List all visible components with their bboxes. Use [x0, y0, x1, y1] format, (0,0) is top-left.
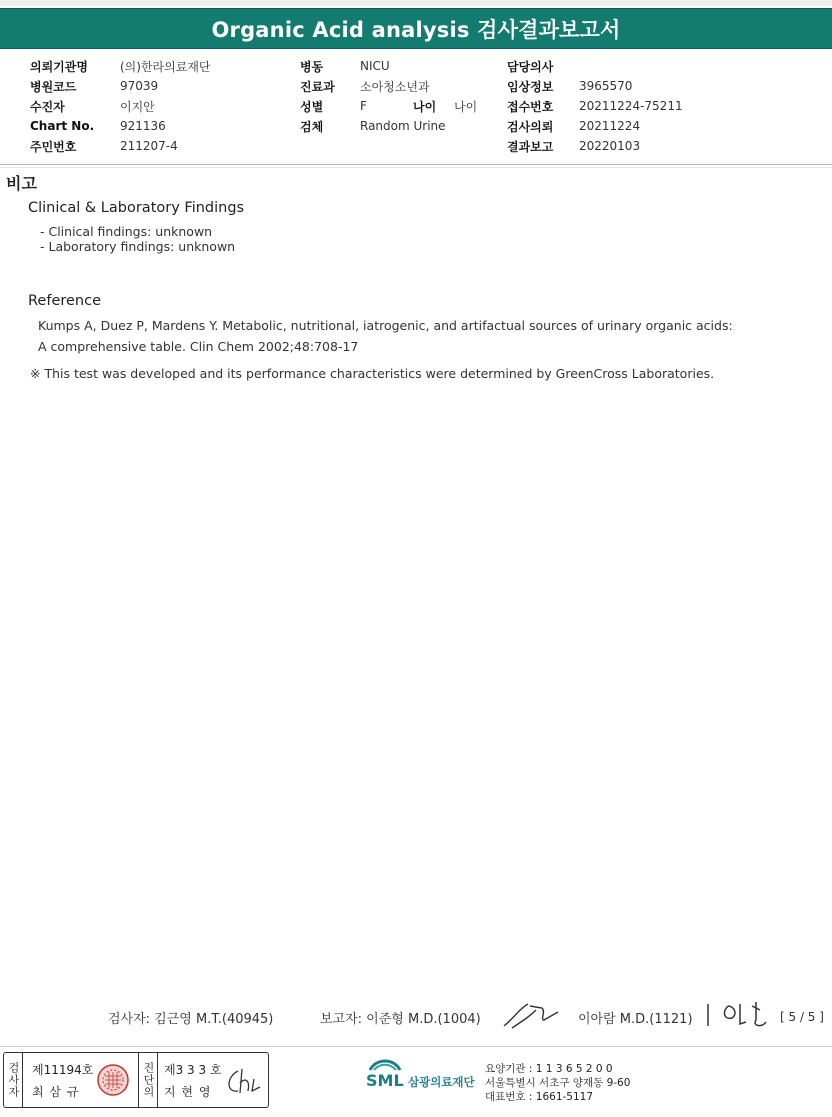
header-divider-shadow [0, 167, 832, 168]
field-label: 검사의뢰 [507, 119, 554, 134]
report-title: Organic Acid analysis 검사결과보고서 [211, 17, 621, 42]
field-value: 20211224-75211 [579, 99, 683, 113]
field-label: 성별 [300, 99, 324, 114]
org-info-line: 대표번호 : 1661-5117 [485, 1091, 594, 1103]
field-label: 임상정보 [507, 79, 554, 94]
remarks-heading: 비고 [6, 174, 37, 193]
field-value: Random Urine [360, 119, 446, 133]
tester-name: 최 삼 규 [32, 1085, 80, 1099]
field-label: 수진자 [30, 99, 65, 114]
report-title-bar [0, 8, 832, 49]
field-value: 97039 [120, 79, 159, 93]
tester-license-no: 제11194호 [32, 1063, 94, 1077]
field-label: 검체 [300, 119, 324, 134]
field-label: 진료과 [300, 79, 335, 94]
org-info-line: 서울특별시 서초구 양재동 9-60 [485, 1077, 631, 1089]
field-value: 921136 [120, 119, 166, 133]
org-info-line: 요양기관 : 1 1 3 6 5 2 0 0 [485, 1063, 613, 1075]
doctor-handwritten-signature [224, 1067, 262, 1097]
top-strip [0, 0, 832, 6]
finding-item: - Clinical findings: unknown [40, 224, 213, 239]
certification-stamp-box [3, 1052, 269, 1108]
patient-info-col2 [300, 56, 477, 136]
reference-title: Reference [28, 293, 102, 309]
field-value: F [360, 99, 367, 113]
stamp-label-doctor [138, 1053, 158, 1107]
patient-info-col3 [507, 56, 683, 156]
stamp-label-tester [4, 1053, 23, 1107]
age-value: 나이 [454, 99, 478, 114]
reference-line: Kumps A, Duez P, Mardens Y. Metabolic, nutritional, iatrogenic, and artifactual sources of urinary organic acids: [38, 318, 733, 333]
stamp-label-text: 검사자 [7, 1062, 20, 1098]
field-value: (의)한라의료재단 [120, 59, 211, 74]
second-reporter-text: 이아람 M.D.(1121) [578, 1012, 693, 1027]
field-value: 20211224 [579, 119, 641, 133]
logo-text: SML [366, 1071, 404, 1090]
field-value: NICU [360, 59, 390, 73]
field-value: 3965570 [579, 79, 633, 93]
age-label: 나이 [413, 99, 437, 114]
reference-line: A comprehensive table. Clin Chem 2002;48:708-17 [38, 339, 359, 354]
field-label: 의뢰기관명 [30, 59, 88, 74]
field-label: 병동 [300, 59, 324, 74]
field-label: 주민번호 [30, 139, 77, 154]
field-label: Chart No. [30, 119, 95, 133]
field-value: 211207-4 [120, 139, 178, 153]
footer-divider [0, 1046, 832, 1047]
official-seal-icon [97, 1064, 129, 1096]
field-label: 병원코드 [30, 79, 77, 94]
field-value: 20220103 [579, 139, 641, 153]
field-value: 소아청소년과 [360, 79, 430, 94]
header-divider [0, 164, 832, 165]
reporter-signature-text: 보고자: 이준형 M.D.(1004) [320, 1012, 481, 1027]
field-label: 결과보고 [507, 139, 554, 154]
field-label: 접수번호 [507, 99, 554, 114]
doctor-license-no: 제3 3 3 호 [164, 1063, 222, 1077]
reporter-handwritten-signature [500, 998, 562, 1032]
stamp-label-text: 진단의 [142, 1062, 155, 1098]
page-indicator: [ 5 / 5 ] [780, 1010, 824, 1024]
finding-item: - Laboratory findings: unknown [40, 239, 236, 254]
org-name: 삼광의료재단 [408, 1075, 475, 1089]
patient-info-col1 [30, 56, 211, 156]
doctor-name: 지 현 영 [164, 1085, 212, 1099]
tester-signature-text: 검사자: 김근영 M.T.(40945) [108, 1012, 274, 1027]
field-label: 담당의사 [507, 59, 554, 74]
findings-title: Clinical & Laboratory Findings [28, 200, 245, 216]
lab-disclaimer: ※ This test was developed and its performance characteristics were determined by GreenCross Laboratories. [30, 366, 715, 381]
second-handwritten-signature [700, 1000, 772, 1032]
field-value: 이지안 [120, 99, 155, 114]
